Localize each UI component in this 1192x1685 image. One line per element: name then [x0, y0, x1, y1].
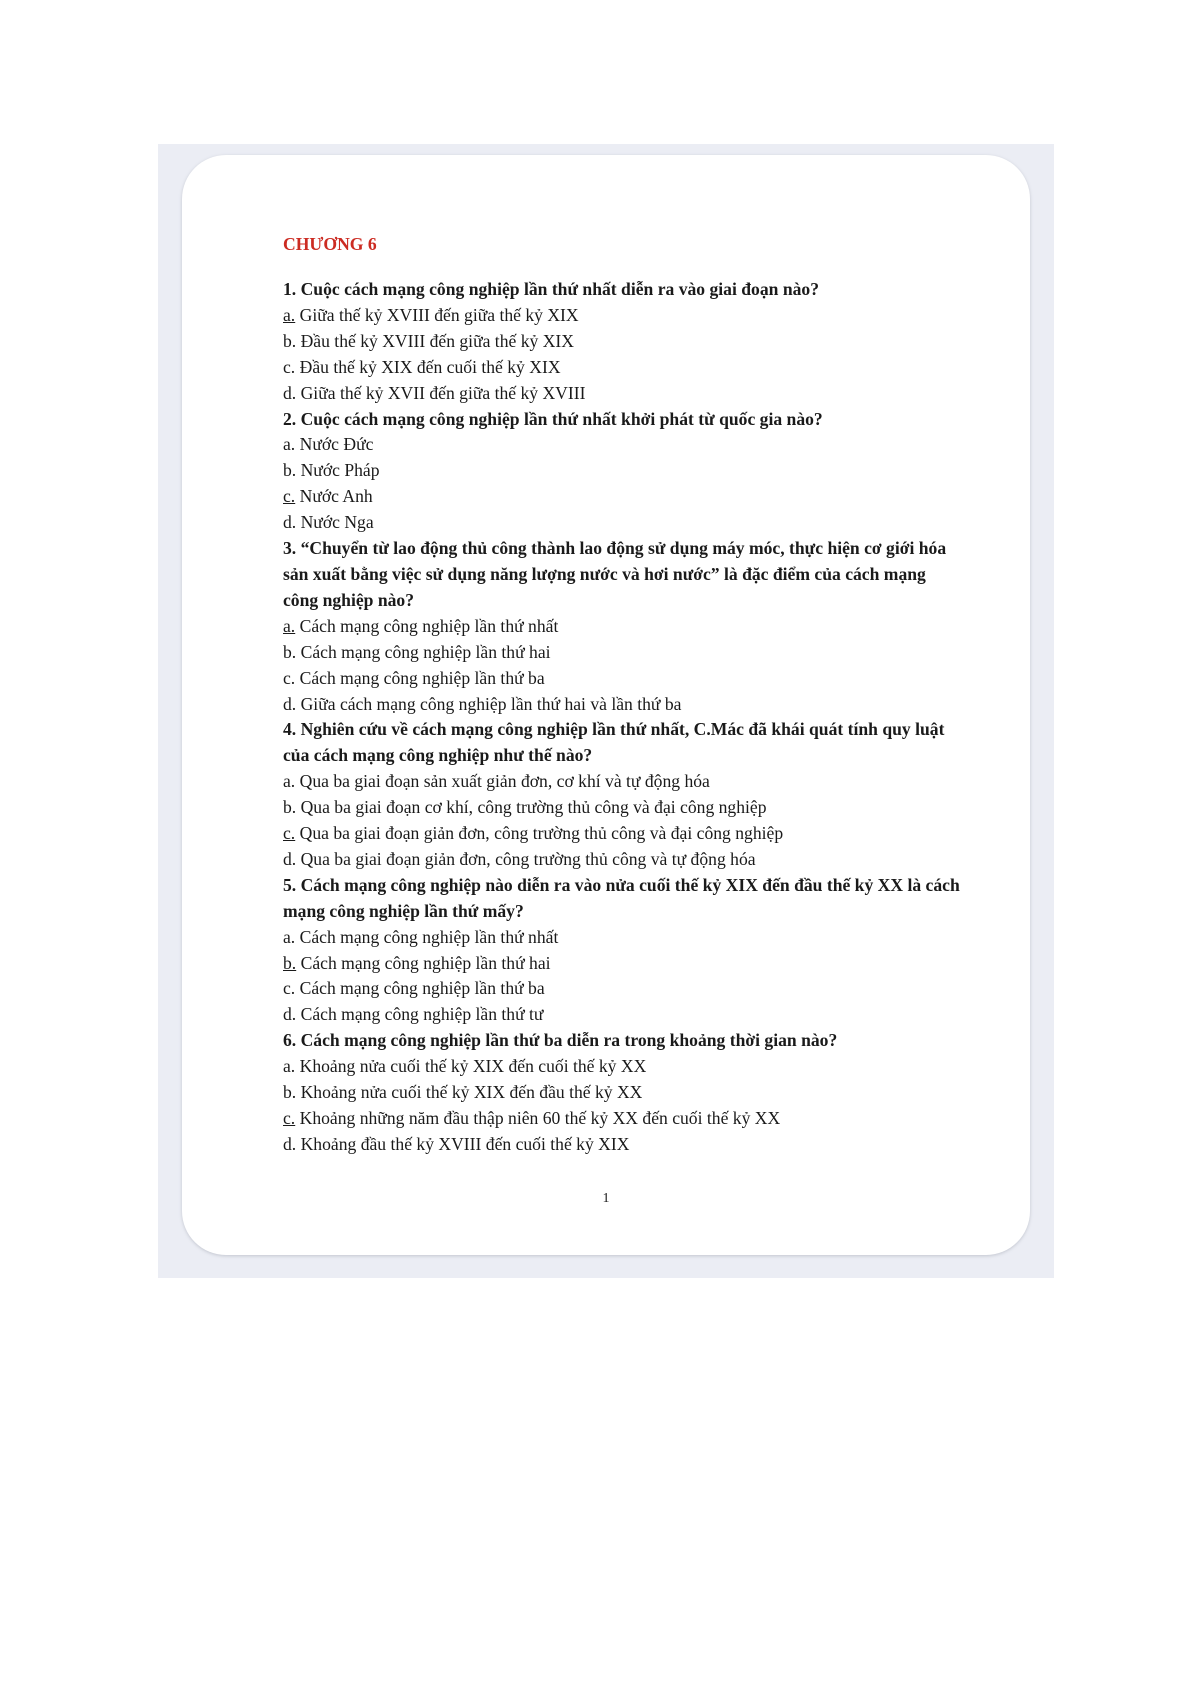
answer-option: [283, 666, 963, 692]
answer-option: [283, 458, 963, 484]
option-text: Cách mạng công nghiệp lần thứ hai: [296, 952, 551, 973]
option-letter: b.: [283, 1082, 297, 1103]
option-text: Khoảng nửa cuối thế kỷ XIX đến đầu thế kỷ XX: [296, 1082, 643, 1103]
option-text: Nước Nga: [296, 512, 374, 533]
option-text: Khoảng những năm đầu thập niên 60 thế kỷ XX đến cuối thế kỷ XX: [295, 1108, 781, 1128]
question-text: 1. Cuộc cách mạng công nghiệp lần thứ nhất diễn ra vào giai đoạn nào?: [283, 279, 820, 299]
option-letter: c.: [283, 667, 296, 688]
answer-key-letter: a.: [283, 615, 296, 636]
option-letter: d.: [283, 382, 297, 403]
page-number: 1: [602, 1191, 610, 1206]
question-text: 5. Cách mạng công nghiệp nào diễn ra vào nửa cuối thế kỷ XIX đến đầu thế kỷ XX là cách mạng công nghiệp lần thứ mấy?: [283, 874, 960, 921]
question-block: [283, 407, 963, 537]
question-block: [283, 536, 963, 717]
option-text: Nước Đức: [295, 434, 374, 455]
option-letter: c.: [283, 356, 296, 377]
answer-option: [283, 640, 963, 666]
answer-option: [283, 1002, 963, 1028]
option-text: Nước Anh: [295, 486, 373, 507]
document-content: [283, 233, 963, 1158]
answer-option: [283, 692, 963, 718]
option-text: Khoảng đầu thế kỷ XVIII đến cuối thế kỷ XIX: [296, 1133, 630, 1154]
option-text: Qua ba giai đoạn giản đơn, công trường thủ công và đại công nghiệp: [295, 823, 784, 844]
option-letter: b.: [283, 460, 297, 481]
question-text: 4. Nghiên cứu về cách mạng công nghiệp lần thứ nhất, C.Mác đã khái quát tính quy luật của cách mạng công nghiệp như thế nào?: [283, 719, 945, 766]
answer-option: [283, 303, 963, 329]
answer-key-letter: b.: [283, 952, 297, 973]
answer-option: [283, 381, 963, 407]
option-text: Nước Pháp: [296, 460, 380, 481]
question-block: [283, 1028, 963, 1158]
answer-option: [283, 329, 963, 355]
answer-option: [283, 1106, 963, 1132]
answer-option: [283, 1054, 963, 1080]
answer-key-letter: c.: [283, 823, 296, 844]
answer-key-letter: c.: [283, 1108, 296, 1128]
option-text: Cách mạng công nghiệp lần thứ nhất: [295, 926, 559, 947]
answer-option: [283, 614, 963, 640]
option-letter: d.: [283, 848, 297, 869]
option-letter: d.: [283, 512, 297, 533]
answer-option: [283, 847, 963, 873]
answer-option: [283, 976, 963, 1002]
question-block: [283, 873, 963, 1028]
answer-key-letter: c.: [283, 486, 296, 507]
question-text: 2. Cuộc cách mạng công nghiệp lần thứ nhất khởi phát từ quốc gia nào?: [283, 408, 823, 429]
answer-option: [283, 432, 963, 458]
option-text: Giữa thế kỷ XVIII đến giữa thế kỷ XIX: [295, 304, 579, 325]
option-text: Qua ba giai đoạn sản xuất giản đơn, cơ khí và tự động hóa: [295, 771, 710, 792]
question-block: [283, 717, 963, 872]
option-text: Cách mạng công nghiệp lần thứ ba: [295, 978, 545, 999]
document-page: [182, 155, 1030, 1255]
question-text: 3. “Chuyển từ lao động thủ công thành lao động sử dụng máy móc, thực hiện cơ giới hóa sản xuất bằng việc sử dụng năng lượng nước và hơi nước” là đặc điểm của cách mạng công nghiệp nào?: [283, 538, 947, 610]
option-letter: c.: [283, 978, 296, 999]
option-text: Đầu thế kỷ XVIII đến giữa thế kỷ XIX: [296, 330, 574, 351]
option-letter: a.: [283, 434, 296, 455]
chapter-title: CHƯƠNG 6: [283, 234, 377, 254]
option-text: Qua ba giai đoạn giản đơn, công trường thủ công và tự động hóa: [296, 848, 756, 869]
option-letter: d.: [283, 1004, 297, 1025]
option-letter: d.: [283, 693, 297, 714]
option-text: Qua ba giai đoạn cơ khí, công trường thủ công và đại công nghiệp: [296, 797, 767, 818]
option-text: Cách mạng công nghiệp lần thứ hai: [296, 641, 551, 662]
answer-option: [283, 821, 963, 847]
page-background: [158, 144, 1054, 1278]
answer-option: [283, 795, 963, 821]
answer-option: [283, 1132, 963, 1158]
option-letter: b.: [283, 641, 297, 662]
answer-key-letter: a.: [283, 304, 296, 325]
question-text: 6. Cách mạng công nghiệp lần thứ ba diễn ra trong khoảng thời gian nào?: [283, 1030, 838, 1051]
option-text: Cách mạng công nghiệp lần thứ ba: [295, 667, 545, 688]
answer-option: [283, 925, 963, 951]
option-text: Đầu thế kỷ XIX đến cuối thế kỷ XIX: [295, 356, 561, 377]
option-letter: a.: [283, 1056, 296, 1077]
answer-option: [283, 769, 963, 795]
answer-option: [283, 355, 963, 381]
option-text: Cách mạng công nghiệp lần thứ nhất: [295, 615, 559, 636]
option-letter: a.: [283, 771, 296, 792]
question-block: [283, 277, 963, 407]
option-text: Giữa thế kỷ XVII đến giữa thế kỷ XVIII: [296, 382, 586, 403]
option-letter: b.: [283, 330, 297, 351]
answer-option: [283, 484, 963, 510]
option-letter: d.: [283, 1133, 297, 1154]
option-text: Khoảng nửa cuối thế kỷ XIX đến cuối thế kỷ XX: [295, 1056, 647, 1077]
answer-option: [283, 951, 963, 977]
option-letter: b.: [283, 797, 297, 818]
option-text: Cách mạng công nghiệp lần thứ tư: [296, 1004, 544, 1025]
option-letter: a.: [283, 926, 296, 947]
answer-option: [283, 1080, 963, 1106]
option-text: Giữa cách mạng công nghiệp lần thứ hai và lần thứ ba: [296, 693, 682, 714]
answer-option: [283, 510, 963, 536]
